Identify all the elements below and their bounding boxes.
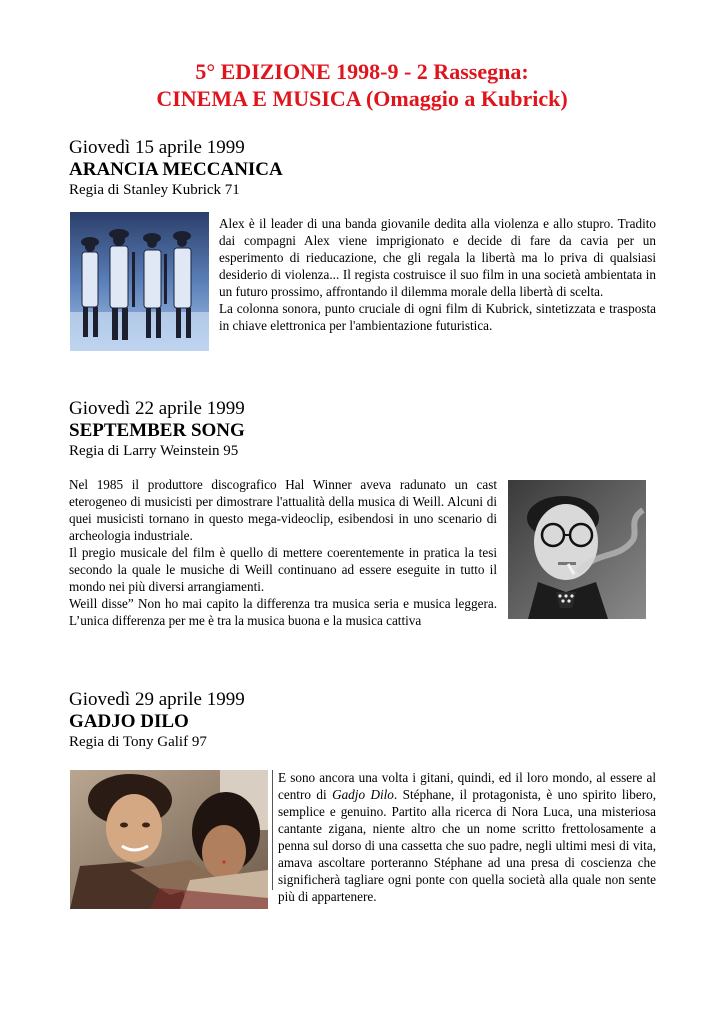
- film-title: ARANCIA MECCANICA: [69, 159, 283, 180]
- title-line-1: 5° EDIZIONE 1998-9 - 2 Rassegna:: [195, 59, 529, 84]
- description-text: . Stéphane, il protagonista, è uno spirito libero, semplice e genuino. Partito alla ricerca di Nora Luca, una misteriosa cantante zigana, niente altro che un nome scritto frettolosamente a penna sul dorso di una cassetta che suo padre, negli ultimi mesi di vita, amava ascoltare porteranno Stéphane ad una presa di coscienza che significherà tagliare ogni ponte con quella società alla quale non sente più di appartenere.: [278, 787, 656, 904]
- description-paragraph: Weill disse” Non ho mai capito la differenza tra musica seria e musica leggera. L’unica differenza per me è tra la musica buona e la musica cattiva: [69, 596, 497, 628]
- film-description: [69, 476, 497, 629]
- description-paragraph: Nel 1985 il produttore discografico Hal Winner aveva radunato un cast eterogeneo di musicisti per dimostrare l'attualità della musica di Weill. Alcuni di quei musicisti tornano in questo mega-videoclip, esibendosi in uno scenario di archeologia industriale.: [69, 477, 497, 543]
- film-still-gadjo-dilo: [70, 770, 268, 909]
- description-paragraph: La colonna sonora, punto cruciale di ogni film di Kubrick, sintetizzata e trasposta in chiave elettronica per l'ambientazione futuristica.: [219, 301, 656, 333]
- column-divider: [272, 770, 273, 890]
- film-director: Regia di Larry Weinstein 95: [69, 443, 239, 459]
- film-description: [278, 769, 656, 905]
- screening-date: Giovedì 22 aprile 1999: [69, 398, 245, 419]
- description-text: E sono ancora una volta i gitani, quindi, ed il loro mondo, al essere al centro di: [278, 770, 656, 802]
- page-title: [0, 58, 724, 112]
- description-paragraph: [278, 769, 656, 905]
- description-paragraph: Il pregio musicale del film è quello di mettere coerentemente in pratica la tesi secondo la quale le musiche di Weill continuano ad essere eseguite in tutto il mondo nei più diversi arrangiamenti.: [69, 545, 497, 594]
- film-title: SEPTEMBER SONG: [69, 420, 245, 441]
- description-paragraph: Alex è il leader di una banda giovanile dedita alla violenza e allo stupro. Tradito dai compagni Alex viene imprigionato e decide di fare da cavia per un esperimento di rieducazione, che gli regala la libertà ma lo priva di qualsiasi desiderio di violenza... Il regista costruisce il suo film in una società ambientata in un futuro prossimo, affrontando il dilemma morale della libertà di scelta.: [219, 216, 656, 299]
- film-title-italic: Gadjo Dilo: [332, 787, 394, 802]
- film-still-arancia-meccanica: [70, 212, 209, 351]
- title-line-2: CINEMA E MUSICA (Omaggio a Kubrick): [156, 86, 568, 111]
- screening-date: Giovedì 29 aprile 1999: [69, 689, 245, 710]
- film-title: GADJO DILO: [69, 711, 189, 732]
- film-director: Regia di Tony Galif 97: [69, 734, 207, 750]
- film-still-september-song: [508, 480, 646, 619]
- film-description: [219, 215, 656, 334]
- screening-date: Giovedì 15 aprile 1999: [69, 137, 245, 158]
- film-director: Regia di Stanley Kubrick 71: [69, 182, 240, 198]
